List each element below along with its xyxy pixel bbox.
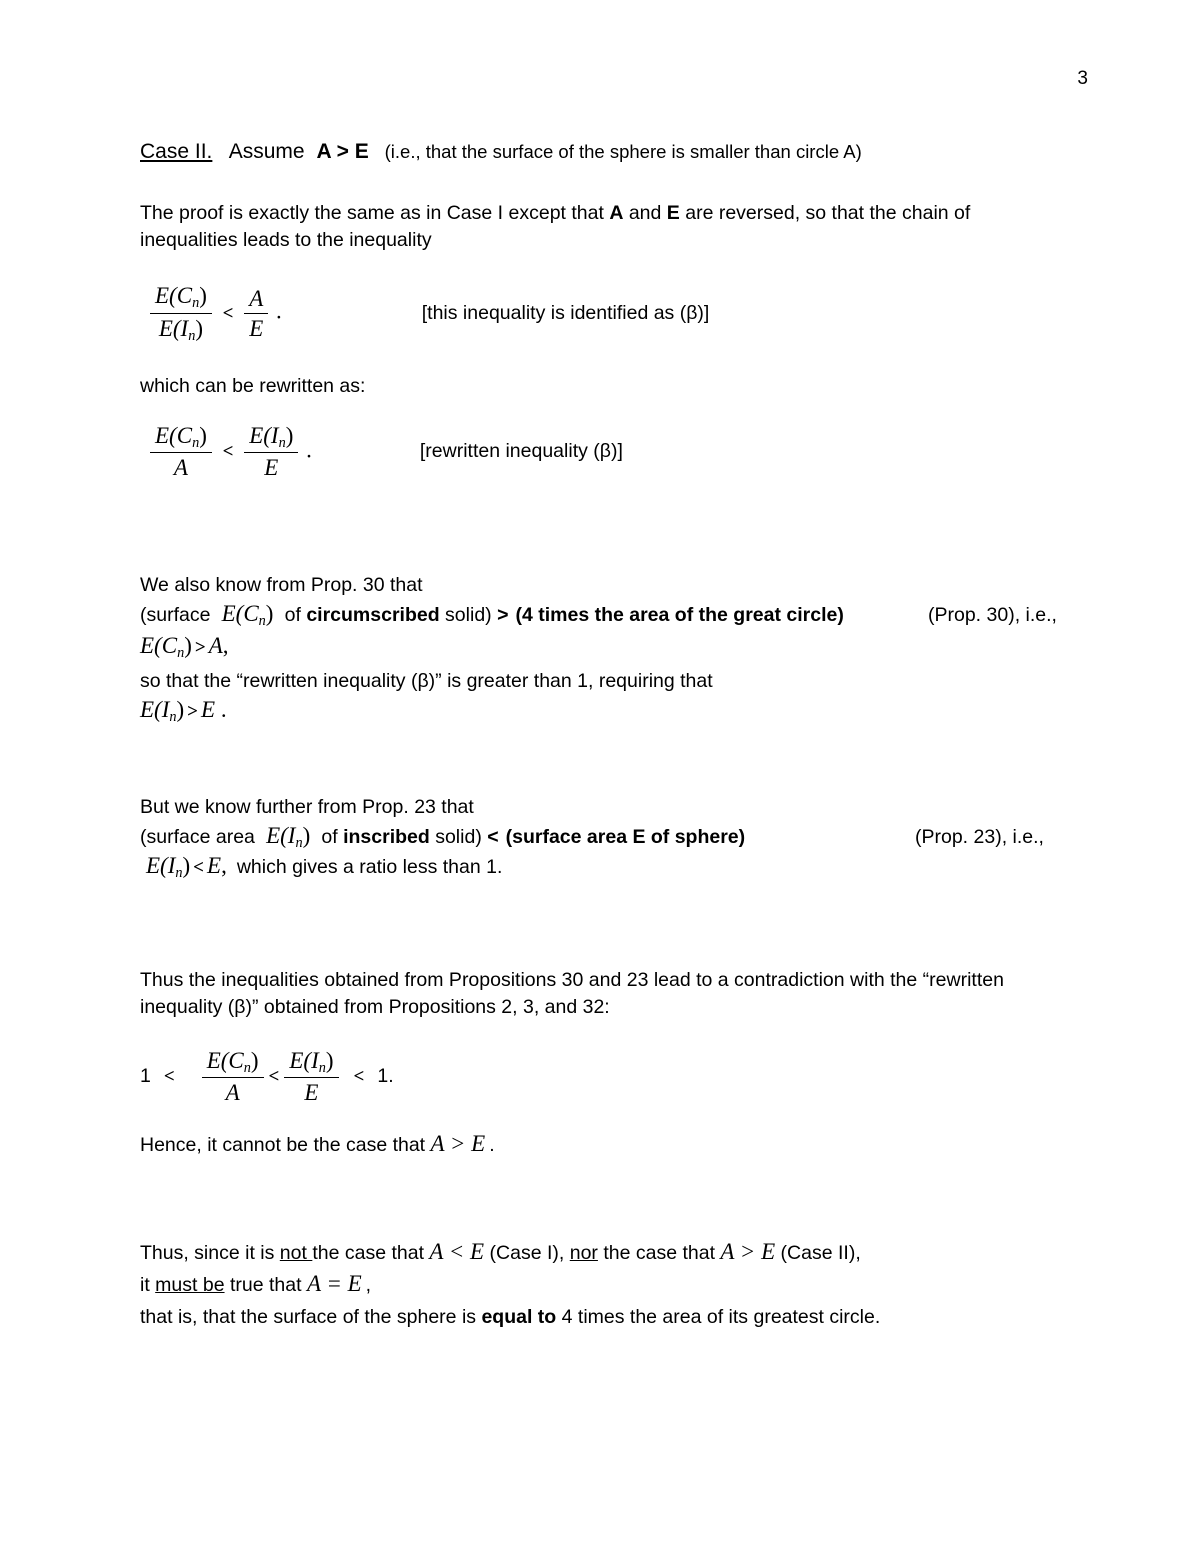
hence-period: . — [489, 1134, 495, 1157]
heading-parenthetical: (i.e., that the surface of the sphere is smaller than circle A) — [384, 141, 862, 162]
prop23-reference: (Prop. 23), i.e., — [915, 825, 1044, 848]
conclusion-text-3: (Case I), — [484, 1242, 570, 1265]
hence-line — [140, 1132, 1070, 1159]
conclusion-underline-not: not — [279, 1242, 313, 1265]
case-label: Case II. — [140, 140, 213, 163]
prop23-statement — [140, 821, 1070, 853]
eq3-right-one: 1. — [377, 1065, 394, 1087]
conclusion-math-1: A < E — [429, 1239, 485, 1265]
intro-line-2: inequalities leads to the inequality — [140, 229, 432, 251]
prop30-explanation: so that the “rewritten inequality (β)” is greater than 1, requiring that — [140, 669, 713, 692]
eq2-denominator-left: A — [173, 455, 188, 481]
eq1-numerator-right: A — [244, 285, 268, 314]
conclusion-math-2: A > E — [720, 1239, 776, 1265]
contradiction-paragraph — [140, 967, 1070, 1021]
contradiction-line-1: Thus the inequalities obtained from Propositions 30 and 23 lead to a contradiction with the “rewritten — [140, 968, 1004, 991]
eq2-fraction-left — [150, 422, 212, 482]
prop30-text-3: solid) — [439, 603, 498, 626]
conclusion-text-6: it — [140, 1274, 156, 1297]
intro-paragraph — [140, 200, 1070, 254]
eq3-numerator-left: $E(C_n)$ — [202, 1047, 264, 1079]
prop23-bold-inscribed: inscribed — [343, 825, 430, 848]
prop30-result-operator: > — [194, 636, 206, 658]
prop30-inline-math: $E(C_n)$ — [221, 600, 274, 629]
hence-math: A > E — [430, 1131, 486, 1157]
eq3-fraction-right — [284, 1047, 338, 1107]
prop30-bold-circumscribed: circumscribed — [306, 603, 440, 626]
eq3-operator-1: < — [163, 1065, 175, 1087]
prop30-statement — [140, 599, 1070, 631]
conclusion-bold-equalto: equal to — [481, 1306, 557, 1329]
conclusion-text-8: , — [365, 1274, 372, 1297]
intro-symbol-a: A — [609, 202, 624, 224]
eq1-denominator-left: $E(I_n)$ — [158, 315, 204, 344]
conclusion-text-10: 4 times the area of its greatest circle. — [556, 1306, 881, 1329]
prop23-text-1: (surface area — [140, 825, 261, 848]
conclusion-text-4: the case that — [597, 1242, 721, 1265]
intro-text-3: are reversed, so that the chain of — [679, 202, 971, 224]
conclusion-text-5: (Case II), — [775, 1242, 861, 1265]
conclusion-text-1: Thus, since it is — [140, 1242, 280, 1265]
eq1-numerator-left: $E(C_n)$ — [150, 282, 212, 314]
eq1-period: . — [276, 298, 282, 324]
eq3-denominator-right: E — [304, 1080, 319, 1106]
conclusion-math-3: A = E — [306, 1271, 362, 1297]
hence-text: Hence, it cannot be the case that — [140, 1134, 431, 1157]
eq2-period: . — [306, 436, 312, 462]
prop23-lead: But we know further from Prop. 23 that — [140, 795, 474, 818]
prop23-bold-sphere-area: (surface area E of sphere) — [505, 825, 746, 848]
eq2-denominator-right: E — [264, 455, 279, 481]
prop23-result-row — [146, 853, 1070, 885]
equation-2-note: [rewritten inequality (β)] — [419, 440, 623, 463]
equation-2-row — [140, 422, 1070, 482]
prop30-lead: We also know from Prop. 30 that — [140, 573, 423, 596]
eq1-fraction-right — [244, 285, 268, 342]
prop30-final-math: $E(I_n) > E$ . — [140, 696, 227, 725]
prop30-text-2: of — [279, 603, 307, 626]
intro-symbol-e: E — [666, 202, 680, 224]
conclusion-text-9: that is, that the surface of the sphere is — [140, 1306, 482, 1329]
prop30-greater-than: > — [497, 603, 509, 626]
prop23-block — [140, 794, 1070, 885]
equation-3 — [140, 1047, 1070, 1107]
eq2-numerator-left: $E(C_n)$ — [150, 422, 212, 454]
eq3-operator-2: < — [268, 1065, 280, 1087]
page-number: 3 — [1077, 68, 1088, 89]
eq1-denominator-right: E — [249, 315, 264, 341]
prop23-inline-math: $E(I_n)$ — [266, 822, 311, 851]
prop30-result-math: $E(C_n) > A$, — [140, 632, 229, 661]
prop30-block — [140, 572, 1070, 732]
prop23-result-tail: which gives a ratio less than 1. — [236, 855, 503, 878]
rewrite-lead: which can be rewritten as: — [140, 374, 366, 397]
equation-2 — [148, 422, 312, 482]
conclusion-underline-nor: nor — [569, 1242, 598, 1265]
eq1-fraction-left — [150, 282, 212, 345]
conclusion-text-7: true that — [224, 1274, 307, 1297]
eq2-numerator-right: $E(I_n)$ — [244, 422, 298, 454]
case-heading — [140, 138, 1070, 166]
eq3-left-one: 1 — [140, 1065, 151, 1087]
eq2-operator: < — [222, 440, 234, 462]
equation-1-note: [this inequality is identified as (β)] — [421, 301, 710, 324]
eq3-denominator-left: A — [225, 1080, 240, 1106]
prop30-bold-great-circle: (4 times the area of the great circle) — [515, 603, 844, 626]
eq3-fraction-left — [202, 1047, 264, 1107]
equation-1-row — [140, 282, 1070, 345]
prop23-text-2: of — [315, 825, 344, 848]
prop30-reference: (Prop. 30), i.e., — [928, 603, 1057, 626]
intro-text-1: The proof is exactly the same as in Case I except that — [140, 202, 610, 224]
prop30-final-operator: > — [187, 700, 198, 722]
contradiction-line-2: inequality (β)” obtained from Propositions 2, 3, and 32: — [140, 995, 610, 1018]
conclusion-paragraph — [140, 1237, 1070, 1333]
eq3-numerator-right: $E(I_n)$ — [284, 1047, 338, 1079]
prop23-less-than: < — [487, 825, 499, 848]
equation-1 — [148, 282, 282, 345]
assume-word: Assume — [228, 140, 305, 163]
conclusion-text-2: the case that — [312, 1242, 430, 1265]
eq1-operator: < — [222, 302, 234, 324]
prop23-result-math: $E(I_n) < E$, — [146, 852, 227, 881]
prop30-text-1: (surface — [140, 603, 216, 626]
document-body — [140, 138, 1070, 1333]
prop23-text-3: solid) — [429, 825, 488, 848]
eq3-operator-3: < — [353, 1065, 365, 1087]
eq2-fraction-right — [244, 422, 298, 482]
assume-math: A > E — [316, 140, 369, 163]
conclusion-underline-mustbe: must be — [155, 1274, 225, 1297]
intro-text-2: and — [623, 202, 667, 224]
